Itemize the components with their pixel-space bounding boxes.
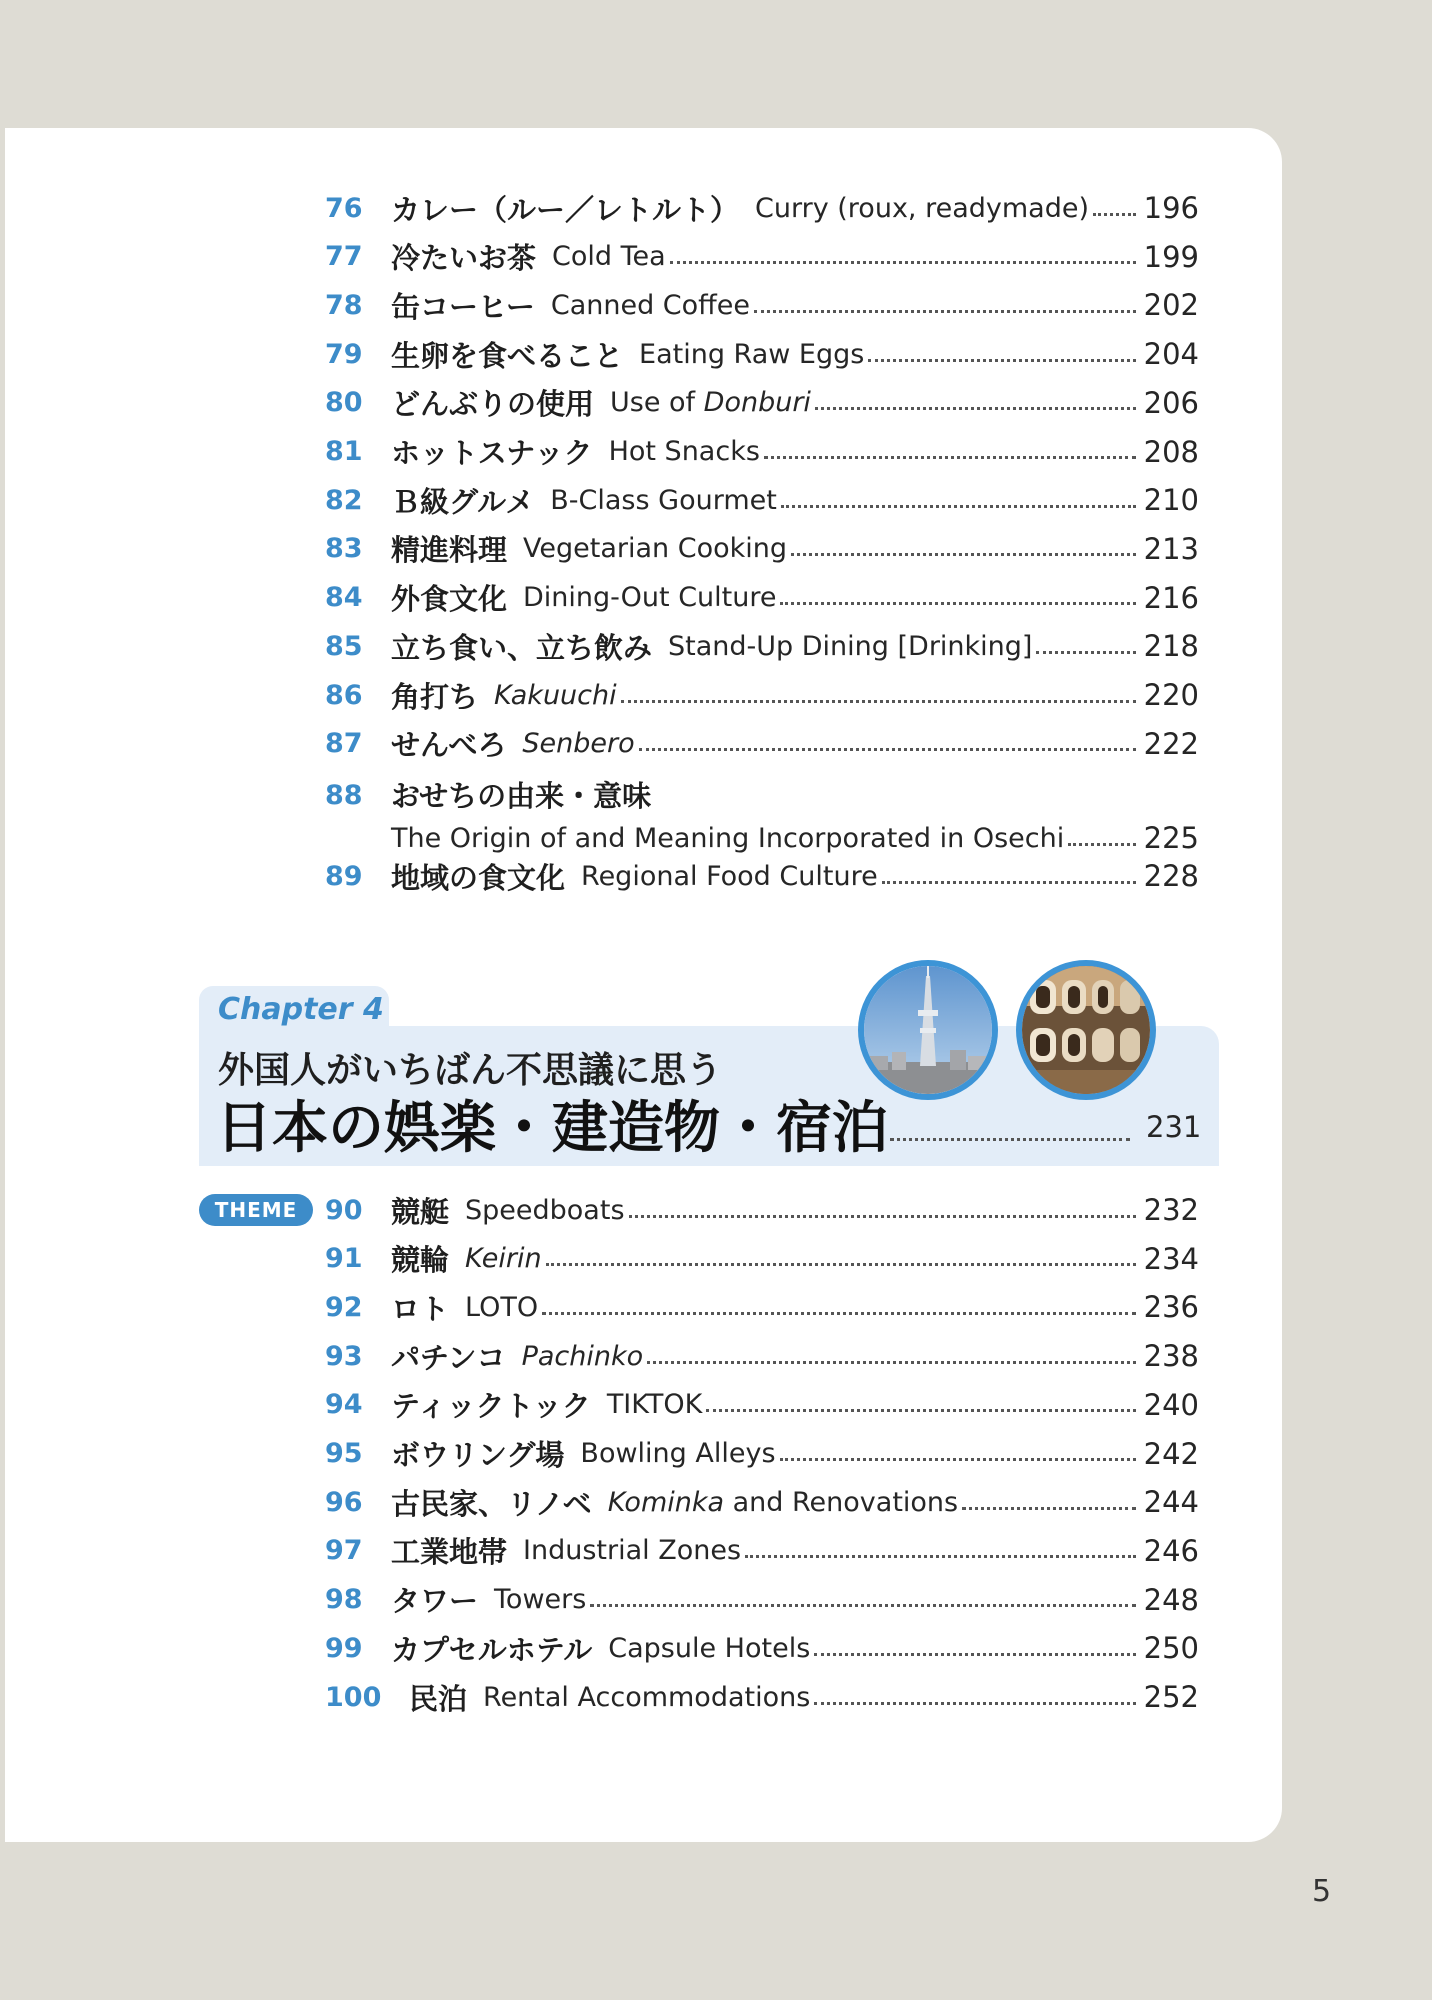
entry-japanese: 民泊 [409, 1681, 468, 1716]
toc-entry-78[interactable] [325, 281, 1199, 329]
tower-photo [858, 960, 998, 1100]
entry-page: 206 [1143, 385, 1199, 420]
toc-entry-100[interactable] [325, 1673, 1199, 1721]
entry-english: Cold Tea [552, 241, 666, 273]
toc-entry-89[interactable] [325, 852, 1199, 900]
entry-japanese: 競艇 [391, 1194, 450, 1229]
entry-english: Kominka [607, 1486, 725, 1518]
toc-entry-95[interactable] [325, 1430, 1199, 1478]
toc-entry-93[interactable] [325, 1332, 1199, 1380]
entry-page: 228 [1143, 859, 1199, 893]
entry-english: LOTO [465, 1291, 539, 1323]
entry-japanese: ロト [391, 1291, 450, 1326]
entry-page: 252 [1143, 1680, 1199, 1714]
entry-japanese: 精進料理 [391, 533, 508, 568]
entry-japanese: パチンコ [391, 1340, 506, 1375]
entry-page: 210 [1143, 483, 1199, 518]
entry-english: Industrial Zones [523, 1535, 742, 1567]
entry-english-suffix: and Renovations [724, 1486, 959, 1518]
toc-entry-79[interactable] [325, 330, 1199, 378]
entry-english-prefix: Use of [610, 387, 704, 419]
entry-japanese: ホットスナック [391, 436, 593, 470]
entry-number: 77 [325, 241, 363, 273]
entry-page: 244 [1143, 1485, 1199, 1520]
chapter-label: Chapter 4 [218, 992, 384, 1027]
entry-english: Hot Snacks [608, 436, 760, 467]
entry-number: 98 [325, 1584, 363, 1616]
toc-entry-86[interactable] [325, 671, 1199, 719]
entry-page: 213 [1143, 531, 1199, 566]
entry-japanese: 生卵を食べること [391, 338, 624, 373]
dot-leader [745, 1555, 1136, 1558]
capsule-hotel-photo [1016, 960, 1156, 1100]
entry-japanese: 立ち食い、立ち飲み [391, 630, 653, 665]
entry-page: 204 [1143, 337, 1199, 372]
toc-entry-77[interactable] [325, 233, 1199, 281]
dot-leader [542, 1312, 1136, 1315]
entry-page: 242 [1143, 1436, 1199, 1471]
entry-number: 99 [325, 1632, 363, 1664]
dot-leader [1036, 651, 1135, 654]
entry-number: 78 [325, 289, 363, 321]
dot-leader [706, 1409, 1135, 1412]
entry-page: 240 [1143, 1387, 1199, 1422]
entry-number: 96 [325, 1486, 363, 1518]
entry-english: Regional Food Culture [581, 860, 878, 892]
toc-entry-87[interactable] [325, 720, 1199, 768]
entry-number: 92 [325, 1291, 363, 1323]
entry-japanese: せんべろ [391, 728, 507, 763]
entry-page: 222 [1143, 726, 1199, 761]
toc-entry-84[interactable] [325, 574, 1199, 622]
dot-leader [647, 1361, 1136, 1364]
entry-page: 234 [1143, 1241, 1199, 1276]
entry-page: 216 [1143, 580, 1199, 615]
toc-entry-90[interactable] [325, 1186, 1199, 1234]
toc-entry-94[interactable] [325, 1381, 1199, 1429]
entry-page: 246 [1143, 1533, 1199, 1568]
entry-page: 232 [1143, 1193, 1199, 1227]
page-number: 5 [1312, 1874, 1332, 1909]
dot-leader [629, 1215, 1136, 1218]
entry-english: Donburi [703, 387, 811, 419]
entry-japanese: 角打ち [391, 679, 479, 714]
entry-page: 199 [1143, 239, 1199, 274]
toc-entry-76[interactable] [325, 184, 1199, 232]
entry-number: 97 [325, 1535, 363, 1567]
entry-japanese: 工業地帯 [391, 1535, 508, 1570]
entry-number: 88 [325, 780, 363, 811]
toc-entry-80[interactable] [325, 379, 1199, 427]
entry-english: Canned Coffee [550, 289, 750, 321]
entry-english: Keirin [465, 1243, 542, 1275]
entry-number: 84 [325, 582, 363, 614]
entry-number: 91 [325, 1243, 363, 1275]
entry-number: 100 [325, 1681, 382, 1713]
entry-english: Dining-Out Culture [523, 582, 777, 614]
entry-number: 86 [325, 679, 363, 711]
entry-japanese: どんぶりの使用 [391, 387, 595, 422]
dot-leader [546, 1263, 1136, 1266]
entry-number: 82 [325, 484, 363, 516]
entry-japanese: おせちの由来・意味 [391, 779, 652, 813]
entry-japanese: ボウリング場 [391, 1438, 565, 1472]
entry-number: 93 [325, 1340, 363, 1372]
entry-japanese: 地域の食文化 [391, 860, 566, 895]
dot-leader [639, 748, 1136, 751]
chapter-page: 231 [1146, 1110, 1202, 1144]
entry-page: 208 [1143, 434, 1199, 469]
dot-leader [590, 1604, 1135, 1607]
chapter-title[interactable]: 日本の娯楽・建造物・宿泊 [216, 1096, 888, 1161]
entry-english: Curry (roux, readymade) [755, 192, 1089, 224]
entry-number: 81 [325, 436, 363, 467]
entry-english: The Origin of and Meaning Incorporated in Osechi [391, 822, 1065, 854]
dot-leader [814, 1653, 1135, 1656]
entry-english: Stand-Up Dining [Drinking] [668, 630, 1033, 662]
entry-english: TIKTOK [606, 1389, 703, 1421]
entry-japanese: 外食文化 [391, 582, 508, 617]
entry-japanese: Ｂ級グルメ [391, 484, 535, 519]
toc-entry-88[interactable] [325, 774, 1199, 858]
entry-page: 248 [1143, 1582, 1199, 1617]
toc-entry-92[interactable] [325, 1283, 1199, 1331]
entry-japanese: 缶コーヒー [391, 289, 535, 324]
entry-japanese: タワー [391, 1584, 479, 1619]
entry-english: Capsule Hotels [608, 1632, 811, 1664]
dot-leader [670, 261, 1136, 264]
entry-page: 202 [1143, 288, 1199, 323]
dot-leader [780, 1458, 1136, 1461]
dot-leader [814, 1702, 1135, 1705]
entry-number: 95 [325, 1438, 363, 1469]
entry-number: 89 [325, 860, 363, 892]
entry-page: 218 [1143, 629, 1199, 664]
entry-japanese: 競輪 [391, 1243, 450, 1278]
dot-leader [868, 359, 1135, 362]
entry-english: Senbero [522, 728, 635, 760]
entry-english: Speedboats [465, 1194, 625, 1226]
toc-entry-96[interactable] [325, 1478, 1199, 1526]
entry-english: Vegetarian Cooking [523, 533, 788, 565]
entry-number: 83 [325, 533, 363, 565]
entry-english: Bowling Alleys [580, 1438, 776, 1469]
toc-entry-81[interactable] [325, 428, 1199, 476]
dot-leader [764, 456, 1136, 459]
dot-leader [1068, 843, 1135, 846]
theme-badge: THEME [199, 1194, 313, 1226]
entry-number: 79 [325, 338, 363, 370]
entry-english: B-Class Gourmet [550, 484, 777, 516]
dot-leader [815, 407, 1136, 410]
entry-japanese: 古民家、リノベ [391, 1486, 592, 1521]
entry-japanese: カレー（ルー／レトルト） [391, 192, 740, 227]
entry-japanese: カプセルホテル [391, 1632, 593, 1667]
entry-english: Pachinko [521, 1340, 644, 1372]
dot-leader [791, 553, 1136, 556]
entry-number: 94 [325, 1389, 363, 1421]
toc-entry-99[interactable] [325, 1624, 1199, 1672]
chapter-subtitle: 外国人がいちばん不思議に思う [218, 1050, 723, 1091]
toc-entry-97[interactable] [325, 1527, 1199, 1575]
dot-leader [882, 881, 1136, 884]
entry-page: 250 [1143, 1631, 1199, 1666]
entry-page: 236 [1143, 1290, 1199, 1325]
entry-number: 76 [325, 192, 363, 224]
entry-english: Towers [494, 1584, 587, 1616]
entry-japanese: 冷たいお茶 [391, 241, 537, 276]
toc-entry-83[interactable] [325, 525, 1199, 573]
entry-japanese: ティックトック [391, 1389, 591, 1424]
entry-english: Eating Raw Eggs [639, 338, 865, 370]
dot-leader [621, 700, 1136, 703]
toc-entry-91[interactable] [325, 1235, 1199, 1283]
dot-leader [1093, 213, 1136, 216]
entry-number: 87 [325, 728, 363, 760]
toc-entry-98[interactable] [325, 1576, 1199, 1624]
dot-leader [780, 602, 1135, 605]
entry-page: 238 [1143, 1339, 1199, 1374]
entry-page: 220 [1143, 678, 1199, 712]
entry-page: 196 [1143, 191, 1199, 225]
entry-number: 80 [325, 387, 363, 419]
entry-page: 225 [1143, 821, 1199, 855]
entry-english: Kakuuchi [494, 679, 617, 711]
dot-leader [890, 1138, 1130, 1141]
dot-leader [754, 310, 1136, 313]
entry-number: 90 [325, 1194, 363, 1226]
toc-entry-85[interactable] [325, 622, 1199, 670]
entry-number: 85 [325, 630, 363, 662]
dot-leader [781, 505, 1136, 508]
dot-leader [962, 1507, 1136, 1510]
toc-entry-82[interactable] [325, 476, 1199, 524]
entry-english: Rental Accommodations [483, 1681, 811, 1713]
